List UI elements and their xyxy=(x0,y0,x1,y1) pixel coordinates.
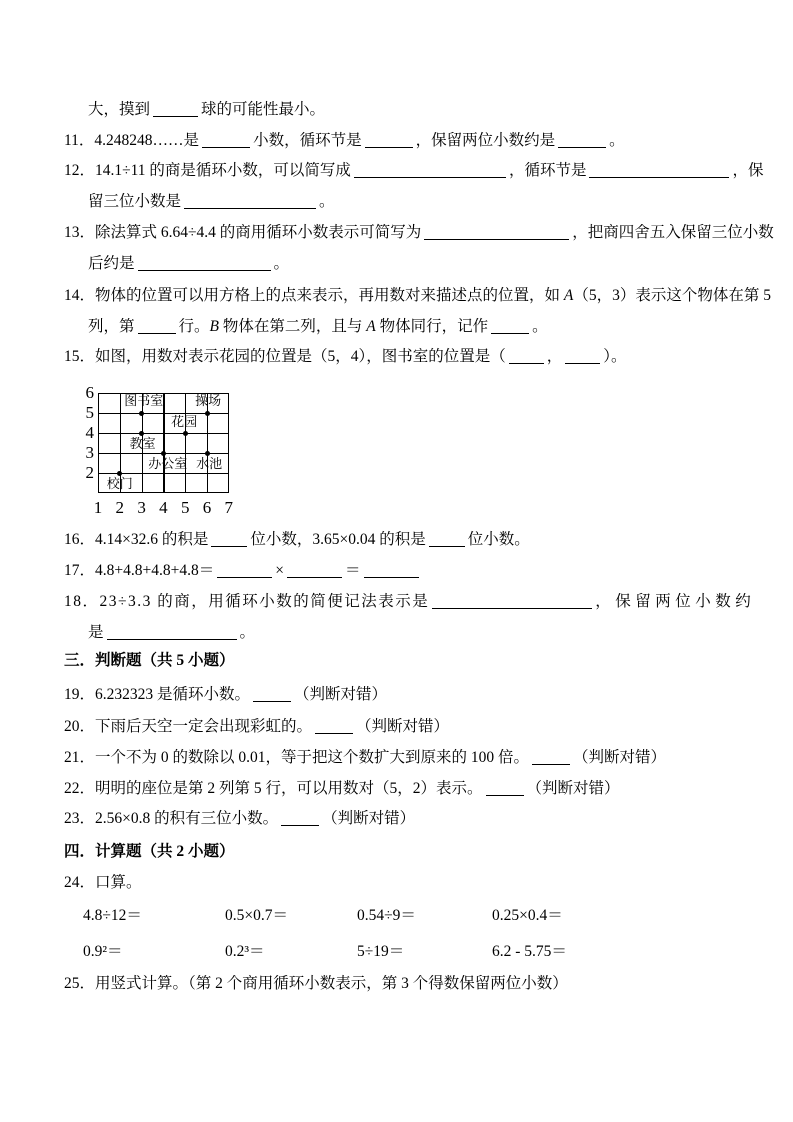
place-label: 水池 xyxy=(196,456,223,471)
text-segment: ，保留两位小数约 xyxy=(595,593,756,610)
oral-calc-item: 4.8÷12＝ xyxy=(83,907,142,924)
text-segment: A xyxy=(563,287,574,304)
text-segment: 。 xyxy=(239,624,256,641)
answer-blank xyxy=(153,101,198,117)
place-dot xyxy=(205,411,210,416)
answer-blank xyxy=(364,562,419,578)
text-segment: 14．物体的位置可以用方格上的点来表示，再用数对来描述点的位置，如 xyxy=(64,287,564,304)
answer-blank xyxy=(532,749,570,765)
question-15 xyxy=(64,346,627,368)
text-segment: （判断对错） xyxy=(526,780,620,797)
question-11 xyxy=(64,130,625,152)
text-segment: 12．14.1÷11 的商是循环小数，可以简写成 xyxy=(64,162,351,179)
answer-blank xyxy=(211,531,247,547)
text-segment: 小数，循环节是 xyxy=(253,132,362,149)
position-grid-diagram xyxy=(78,383,253,526)
text-segment: 18．23÷3.3 的商，用循环小数的简便记法表示是 xyxy=(64,593,430,610)
answer-blank xyxy=(491,318,529,334)
text-segment: B xyxy=(209,318,219,335)
place-dot xyxy=(139,411,144,416)
answer-blank xyxy=(217,562,272,578)
text-segment: （判断对错） xyxy=(322,810,416,827)
place-dot xyxy=(117,471,122,476)
oral-calc-item: 0.9²＝ xyxy=(83,943,123,960)
question-13-line-1 xyxy=(64,222,774,244)
text-segment: 16．4.14×32.6 的积是 xyxy=(64,531,209,548)
grid-line-vertical xyxy=(163,393,164,493)
text-segment: ＝ xyxy=(344,562,361,579)
place-dot xyxy=(139,431,144,436)
text-segment: 四．计算题（共 2 小题） xyxy=(64,843,235,860)
answer-blank xyxy=(486,780,524,796)
text-segment: （判断对错） xyxy=(573,749,667,766)
text-segment: 行。 xyxy=(178,318,210,335)
answer-blank xyxy=(558,132,606,148)
answer-blank xyxy=(184,193,316,209)
y-axis-label: 4 xyxy=(85,423,94,442)
text-segment: 21．一个不为 0 的数除以 0.01，等于把这个数扩大到原来的 100 倍。 xyxy=(64,749,530,766)
text-segment: （5，3）表示这个物体在第 5 xyxy=(573,287,771,304)
section-3-header xyxy=(64,650,235,672)
answer-blank xyxy=(365,132,413,148)
question-22 xyxy=(64,778,620,800)
text-segment: 17．4.8+4.8+4.8+4.8＝ xyxy=(64,562,215,579)
question-14-line-1 xyxy=(64,285,771,307)
text-segment: 25．用竖式计算。（第 2 个商用循环小数表示，第 3 个得数保留两位小数） xyxy=(64,975,568,992)
oral-calc-item: 0.54÷9＝ xyxy=(357,907,416,924)
question-13-line-2 xyxy=(88,253,289,275)
text-segment: A xyxy=(366,318,376,335)
answer-blank xyxy=(107,624,237,640)
answer-blank xyxy=(429,531,465,547)
question-17 xyxy=(64,560,422,582)
text-segment: 后约是 xyxy=(88,255,135,272)
question-18-line-2 xyxy=(88,622,255,644)
grid-line-horizontal xyxy=(98,433,229,434)
text-segment: 。 xyxy=(609,132,625,149)
answer-blank xyxy=(424,224,569,240)
answer-blank xyxy=(202,132,250,148)
y-axis-label: 5 xyxy=(85,403,94,422)
question-10-continuation xyxy=(88,99,325,121)
text-segment: 位小数。 xyxy=(467,531,530,548)
question-12-line-2 xyxy=(88,191,335,213)
oral-calc-item: 0.25×0.4＝ xyxy=(492,907,563,924)
text-segment: 位小数，3.65×0.04 的积是 xyxy=(250,531,426,548)
place-label: 校门 xyxy=(106,476,133,491)
y-axis-label: 3 xyxy=(85,443,94,462)
x-axis-label: 6 xyxy=(202,498,212,517)
answer-blank xyxy=(354,162,506,178)
question-21 xyxy=(64,747,666,769)
text-segment: ， xyxy=(546,348,563,365)
place-label: 办公室 xyxy=(148,456,188,471)
answer-blank xyxy=(253,686,291,702)
place-dot xyxy=(205,451,210,456)
oral-calc-item: 0.5×0.7＝ xyxy=(225,907,288,924)
text-segment: 物体同行，记作 xyxy=(375,318,489,335)
x-axis-label: 4 xyxy=(159,498,168,517)
text-segment: 球的可能性最小。 xyxy=(201,101,326,118)
oral-calc-item: 0.2³＝ xyxy=(225,943,265,960)
y-axis-label: 2 xyxy=(85,463,94,482)
text-segment: （判断对错） xyxy=(356,718,450,735)
answer-blank xyxy=(138,318,176,334)
x-axis-label: 1 xyxy=(93,498,103,517)
text-segment: 大，摸到 xyxy=(88,101,151,118)
question-24 xyxy=(64,872,142,894)
answer-blank xyxy=(281,810,319,826)
x-axis-label: 5 xyxy=(180,498,190,517)
text-segment: 19．6.232323 是循环小数。 xyxy=(64,686,251,703)
text-segment: 15．如图，用数对表示花园的位置是（5，4），图书室的位置是（ xyxy=(64,348,506,365)
answer-blank xyxy=(315,718,353,734)
answer-blank xyxy=(138,255,271,271)
oral-calc-item: 5÷19＝ xyxy=(357,943,405,960)
place-label: 图书室 xyxy=(124,393,164,408)
text-segment: ，保 xyxy=(732,162,764,179)
x-axis-label: 7 xyxy=(224,498,234,517)
text-segment: 13．除法算式 6.64÷4.4 的商用循环小数表示可简写为 xyxy=(64,224,422,241)
answer-blank xyxy=(509,348,544,364)
answer-blank xyxy=(565,348,600,364)
question-20 xyxy=(64,716,449,738)
text-segment: ，把商四舍五入保留三位小数 xyxy=(572,224,774,241)
text-segment: 。 xyxy=(273,255,290,272)
text-segment: 三．判断题（共 5 小题） xyxy=(64,652,235,669)
question-16 xyxy=(64,529,530,551)
place-label: 花园 xyxy=(171,414,198,429)
text-segment: ，循环节是 xyxy=(508,162,587,179)
text-segment: 物体在第二列，且与 xyxy=(219,318,367,335)
answer-blank xyxy=(432,593,592,609)
place-label: 操场 xyxy=(195,393,222,408)
text-segment: 。 xyxy=(532,318,548,335)
oral-calc-item: 6.2 - 5.75＝ xyxy=(492,943,567,960)
text-segment: 留三位小数是 xyxy=(88,193,182,210)
question-25 xyxy=(64,973,568,995)
text-segment: 列，第 xyxy=(88,318,135,335)
text-segment: （判断对错） xyxy=(294,686,388,703)
text-segment: × xyxy=(275,562,284,579)
text-segment: 11．4.248248……是 xyxy=(64,132,200,149)
question-12-line-1 xyxy=(64,160,763,182)
place-dot xyxy=(161,451,166,456)
text-segment: 。 xyxy=(319,193,335,210)
text-segment: ，保留两位小数约是 xyxy=(415,132,556,149)
place-dot xyxy=(183,431,188,436)
section-4-header xyxy=(64,841,235,863)
text-segment: 22．明明的座位是第 2 列第 5 行，可以用数对（5，2）表示。 xyxy=(64,780,483,797)
answer-blank xyxy=(589,162,729,178)
text-segment: 24．口算。 xyxy=(64,874,142,891)
question-18-line-1 xyxy=(64,591,755,613)
answer-blank xyxy=(287,562,342,578)
text-segment: 20．下雨后天空一定会出现彩虹的。 xyxy=(64,718,313,735)
grid-line-vertical xyxy=(185,393,186,493)
question-19 xyxy=(64,684,387,706)
y-axis-label: 6 xyxy=(85,383,94,402)
grid-line-vertical xyxy=(207,393,208,493)
x-axis-label: 3 xyxy=(137,498,146,517)
question-23 xyxy=(64,808,415,830)
text-segment: ）。 xyxy=(603,348,627,365)
question-14-line-2 xyxy=(88,316,548,338)
place-label: 教室 xyxy=(129,436,156,451)
text-segment: 是 xyxy=(88,624,104,641)
x-axis-label: 2 xyxy=(115,498,125,517)
text-segment: 23．2.56×0.8 的积有三位小数。 xyxy=(64,810,279,827)
